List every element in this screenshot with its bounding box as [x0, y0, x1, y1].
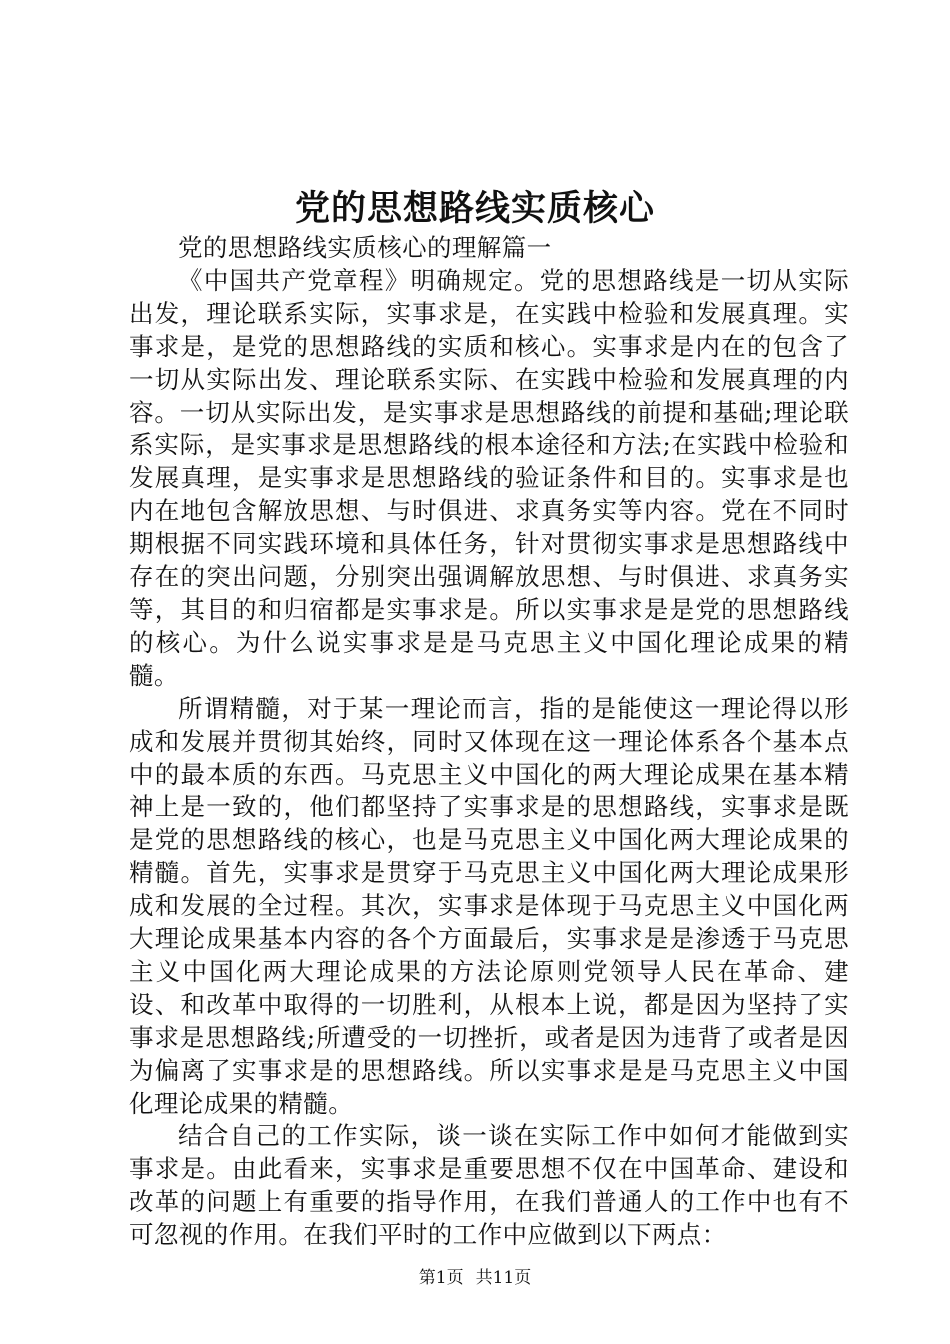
- paragraph-1: 《中国共产党章程》明确规定。党的思想路线是一切从实际出发，理论联系实际，实事求是，在实践中检验和发展真理。实事求是，是党的思想路线的实质和核心。实事求是内在的包含了一切从实际出发、理论联系实际、在实践中检验和发展真理的内容。一切从实际出发，是实事求是思想路线的前提和基础;理论联系实际，是实事求是思想路线的根本途径和方法;在实践中检验和发展真理，是实事求是思想路线的验证条件和目的。实事求是也内在地包含解放思想、与时俱进、求真务实等内容。党在不同时期根据不同实践环境和具体任务，针对贯彻实事求是思想路线中存在的突出问题，分别突出强调解放思想、与时俱进、求真务实等，其目的和归宿都是实事求是。所以实事求是是党的思想路线的核心。为什么说实事求是是马克思主义中国化理论成果的精髓。: [129, 265, 849, 690]
- page-total: 共11页: [475, 1268, 532, 1288]
- paragraph-2: 所谓精髓，对于某一理论而言，指的是能使这一理论得以形成和发展并贯彻其始终，同时又体现在这一理论体系各个基本点中的最本质的东西。马克思主义中国化的两大理论成果在基本精神上是一致的，他们都坚持了实事求是的思想路线，实事求是既是党的思想路线的核心，也是马克思主义中国化两大理论成果的精髓。首先，实事求是贯穿于马克思主义中国化两大理论成果形成和发展的全过程。其次，实事求是体现于马克思主义中国化两大理论成果基本内容的各个方面最后，实事求是是渗透于马克思主义中国化两大理论成果的方法论原则党领导人民在革命、建设、和改革中取得的一切胜利，从根本上说，都是因为坚持了实事求是思想路线;所遭受的一切挫折，或者是因为违背了或者是因为偏离了实事求是的思想路线。所以实事求是是马克思主义中国化理论成果的精髓。: [129, 693, 849, 1118]
- document-title: 党的思想路线实质核心: [294, 188, 655, 229]
- page-number: 第1页: [418, 1268, 464, 1288]
- section-subtitle: 党的思想路线实质核心的理解篇一: [178, 233, 552, 262]
- paragraph-3: 结合自己的工作实际，谈一谈在实际工作中如何才能做到实事求是。由此看来，实事求是重要思想不仅在中国革命、建设和改革的问题上有重要的指导作用，在我们普通人的工作中也有不可忽视的作用。在我们平时的工作中应做到以下两点：: [129, 1121, 849, 1250]
- document-body: [129, 232, 849, 1252]
- page-footer: [0, 1266, 950, 1290]
